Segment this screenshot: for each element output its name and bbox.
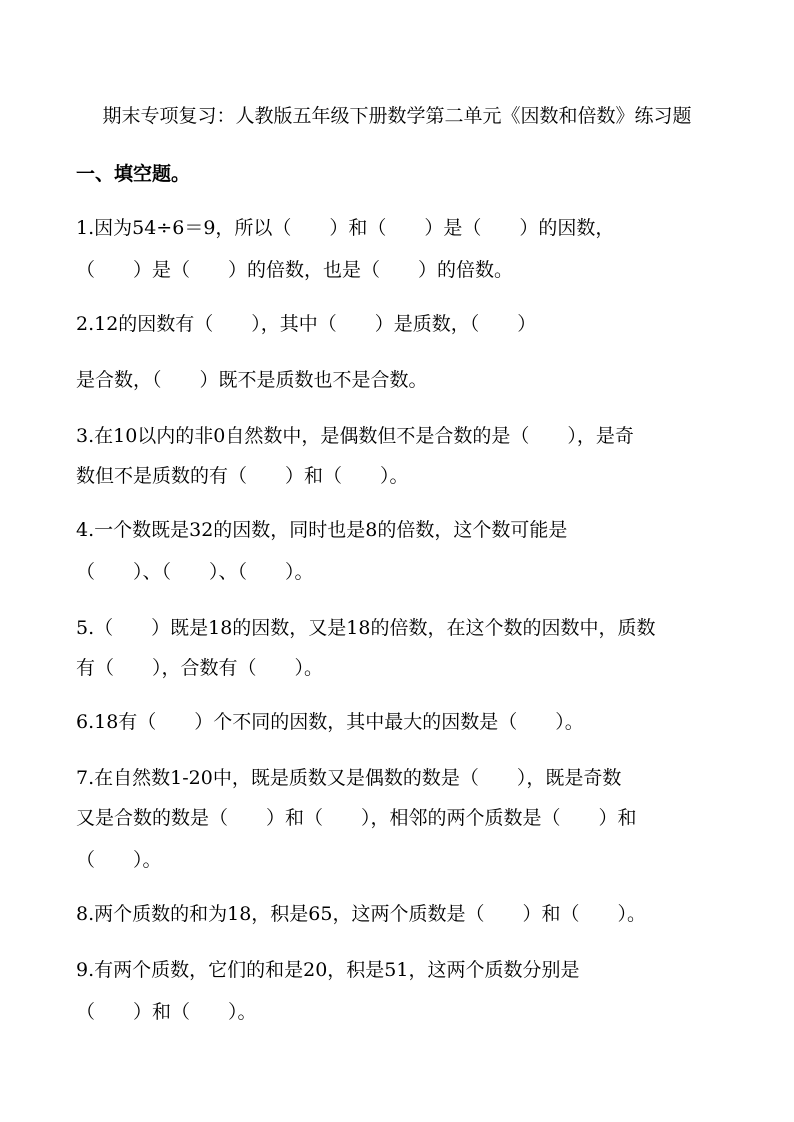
question-1-line-2: （ ）是（ ）的倍数，也是（ ）的倍数。 <box>76 259 514 281</box>
question-3-line-2: 数但不是质数的有（ ）和（ ）。 <box>76 465 409 487</box>
section-heading: 一、填空题。 <box>76 163 191 185</box>
question-9-line-1: 9.有两个质数，它们的和是20，积是51，这两个质数分别是 <box>76 959 580 981</box>
question-4-line-1: 4.一个数既是32的因数，同时也是8的倍数，这个数可能是 <box>76 519 568 541</box>
question-7-line-1: 7.在自然数1-20中，既是质数又是偶数的数是（ ），既是奇数 <box>76 767 622 789</box>
page-title: 期末专项复习：人教版五年级下册数学第二单元《因数和倍数》练习题 <box>102 105 692 127</box>
question-1-line-1: 1.因为54÷6＝9，所以（ ）和（ ）是（ ）的因数， <box>76 217 615 239</box>
question-9-line-2: （ ）和（ ）。 <box>76 1001 257 1023</box>
question-6-line-1: 6.18有（ ）个不同的因数，其中最大的因数是（ ）。 <box>76 711 584 733</box>
question-7-line-3: （ ）。 <box>76 849 162 871</box>
question-5-line-2: 有（ ），合数有（ ）。 <box>76 657 324 679</box>
question-2-line-1: 2.12的因数有（ ），其中（ ）是质数，（ ） <box>76 313 537 335</box>
question-7-line-2: 又是合数的数是（ ）和（ ），相邻的两个质数是（ ）和 <box>76 807 637 829</box>
question-8-line-1: 8.两个质数的和为18，积是65，这两个质数是（ ）和（ ）。 <box>76 903 646 925</box>
question-3-line-1: 3.在10以内的非0自然数中，是偶数但不是合数的是（ ），是奇 <box>76 425 634 447</box>
question-2-line-2: 是合数，（ ）既不是质数也不是合数。 <box>76 369 428 391</box>
question-5-line-1: 5.（ ）既是18的因数，又是18的倍数，在这个数的因数中，质数 <box>76 617 656 639</box>
question-4-line-2: （ ）、（ ）、（ ）。 <box>76 561 314 583</box>
